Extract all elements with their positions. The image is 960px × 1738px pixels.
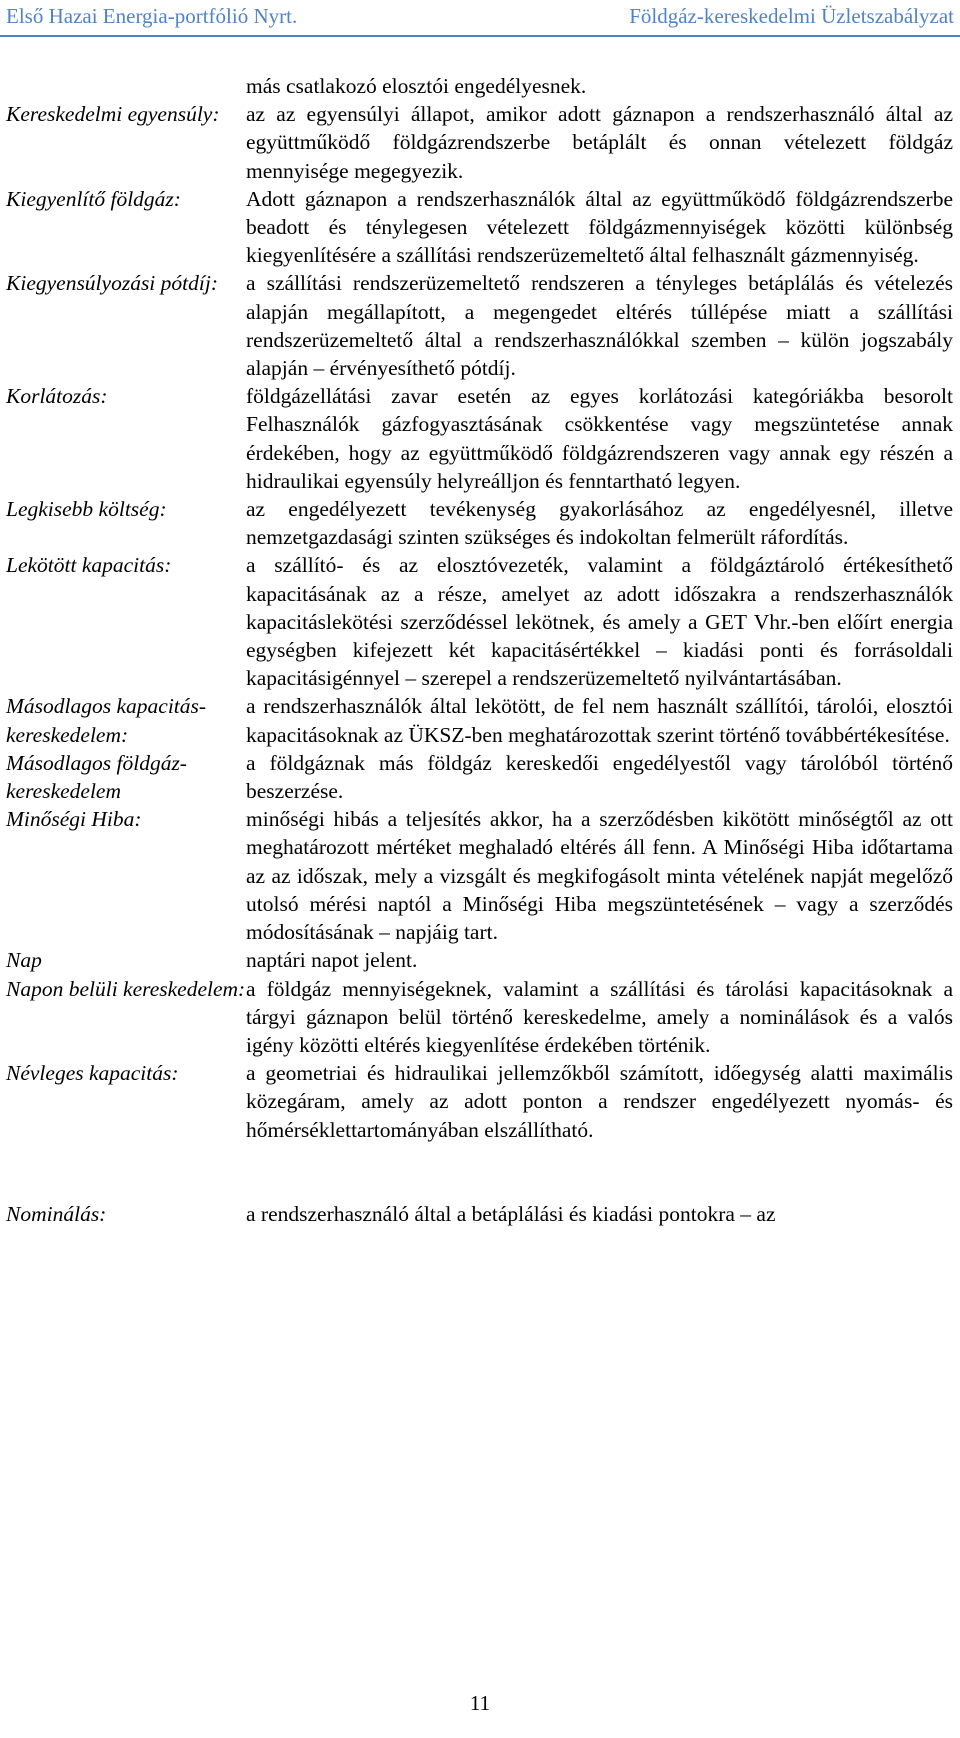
definition-text: az engedélyezett tevékenység gyakorlásához az engedélyesnél, illetve nemzetgazdasági szinten szükséges és indokoltan felmerült ráfordítás. [246,497,953,550]
definition-text: a rendszerhasználók által lekötött, de fel nem használt szállítói, tárolói, elosztói kapacitásoknak az ÜKSZ-ben meghatározottak szerint történő továbbértékesítése. [246,694,953,747]
definition-text: naptári napot jelent. [246,948,418,973]
definition-entry [6,100,953,185]
definition-text: a rendszerhasználó által a betáplálási és kiadási pontokra – az [246,1201,776,1226]
definition-text: más csatlakozó elosztói engedélyesnek. [246,74,587,98]
definition-term: Nap [6,948,42,973]
definition-term: Másodlagos kapacitás-kereskedelem: [6,694,207,747]
definition-term: Névleges kapacitás: [6,1061,179,1086]
definition-text: Adott gáznapon a rendszerhasználók által az együttműködő földgázrendszerbe beadott és ténylegesen vételezett földgázmennyiségek közötti különbség kiegyenlítésére a szállítási rendszerüzemeltető által felhasznált gázmennyiség. [246,186,953,268]
header-company-name: Első Hazai Energia-portfólió Nyrt. [6,4,298,28]
definition-term: Nominálás: [6,1201,107,1226]
definition-term: Kiegyenlítő földgáz: [6,186,181,211]
definitions-list [6,72,953,1228]
definition-entry [6,946,953,974]
definition-entry [6,495,953,551]
definition-text: földgázellátási zavar esetén az egyes korlátozási kategóriákba besorolt Felhasználók gázfogyasztásának csökkentése vagy megszüntetése annak érdekében, hogy az együttműködő földgázrendszeren vagy annak egy részén a hidraulikai egyensúly helyreálljon és fenntartható legyen. [246,384,953,493]
definition-term: Napon belüli kereskedelem: [6,976,246,1001]
definition-text: minőségi hibás a teljesítés akkor, ha a szerződésben kikötött minőségtől az ott meghatározott mértéket meghaladó eltérés áll fenn. A Minőségi Hiba időtartama az az időszak, mely a vizsgált és megkifogásolt minta vételének napját megelőző utolsó mérési naptól a Minőségi Hiba megszüntetésének – vagy a szerződés módosításának – napjáig tart. [246,807,953,945]
definition-entry [6,975,953,1060]
definition-entry [6,1200,953,1228]
definition-term: Kereskedelmi egyensúly: [6,102,220,127]
definition-entry [6,1059,953,1144]
definition-text: a földgáznak más földgáz kereskedői engedélyestől vagy tárolóból történő beszerzése. [246,750,953,804]
definition-term: Korlátozás: [6,384,108,409]
definition-text: az az egyensúlyi állapot, amikor adott gáznapon a rendszerhasználó által az együttműködő földgázrendszerbe betáplált és onnan vételezett földgáz mennyisége megegyezik. [246,102,953,183]
definition-entry [6,749,953,805]
definition-text: a földgáz mennyiségeknek, valamint a szállítási és tárolási kapacitásoknak a tárgyi gáznapon belül történő kereskedelme, amely a nominálások és a valós igény közötti eltérés kiegyenlítése érdekében történik. [246,976,953,1057]
header-document-title: Földgáz-kereskedelmi Üzletszabályzat [629,4,954,28]
definition-term: Kiegyensúlyozási pótdíj: [6,271,218,296]
definition-entry [6,269,953,382]
definition-term: Másodlagos földgáz-kereskedelem [6,750,187,804]
definition-continuation [6,72,953,100]
definition-text: a szállítási rendszerüzemeltető rendszeren a tényleges betáplálás és vételezés alapján megállapított, a megengedet eltérés túllépése miatt a szállítási rendszerüzemeltető által a rendszerhasználókkal szemben – külön jogszabály alapján – érvényesíthető pótdíj. [246,271,953,381]
header-divider [0,35,960,37]
page-number: 11 [469,1691,491,1715]
definition-text: a szállító- és az elosztóvezeték, valamint a földgáztároló értékesíthető kapacitásának az a része, amelyet az adott időszakra a rendszerhasználók kapacitáslekötési szerződéssel lekötnek, és amely a GET Vhr.-ben előírt energia egységben kifejezett két kapacitásértékkel – kiadási ponti és forrásoldali kapacitásigénnyel – szerepel a rendszerüzemeltető nyilvántartásában. [246,553,953,691]
definition-entry [6,382,953,495]
definition-entry [6,805,953,946]
definition-entry [6,185,953,270]
definition-text: a geometriai és hidraulikai jellemzőkből számított, időegység alatti maximális közegáram, amely az adott ponton a rendszer engedélyezett nyomás- és hőmérséklettartományában elszállítható. [246,1061,953,1142]
definition-term: Minőségi Hiba: [6,807,142,832]
page-header [0,0,960,36]
definition-entry [6,551,953,692]
definition-term: Lekötött kapacitás: [6,553,172,578]
definition-entry [6,692,953,748]
definition-term: Legkisebb költség: [6,497,167,522]
